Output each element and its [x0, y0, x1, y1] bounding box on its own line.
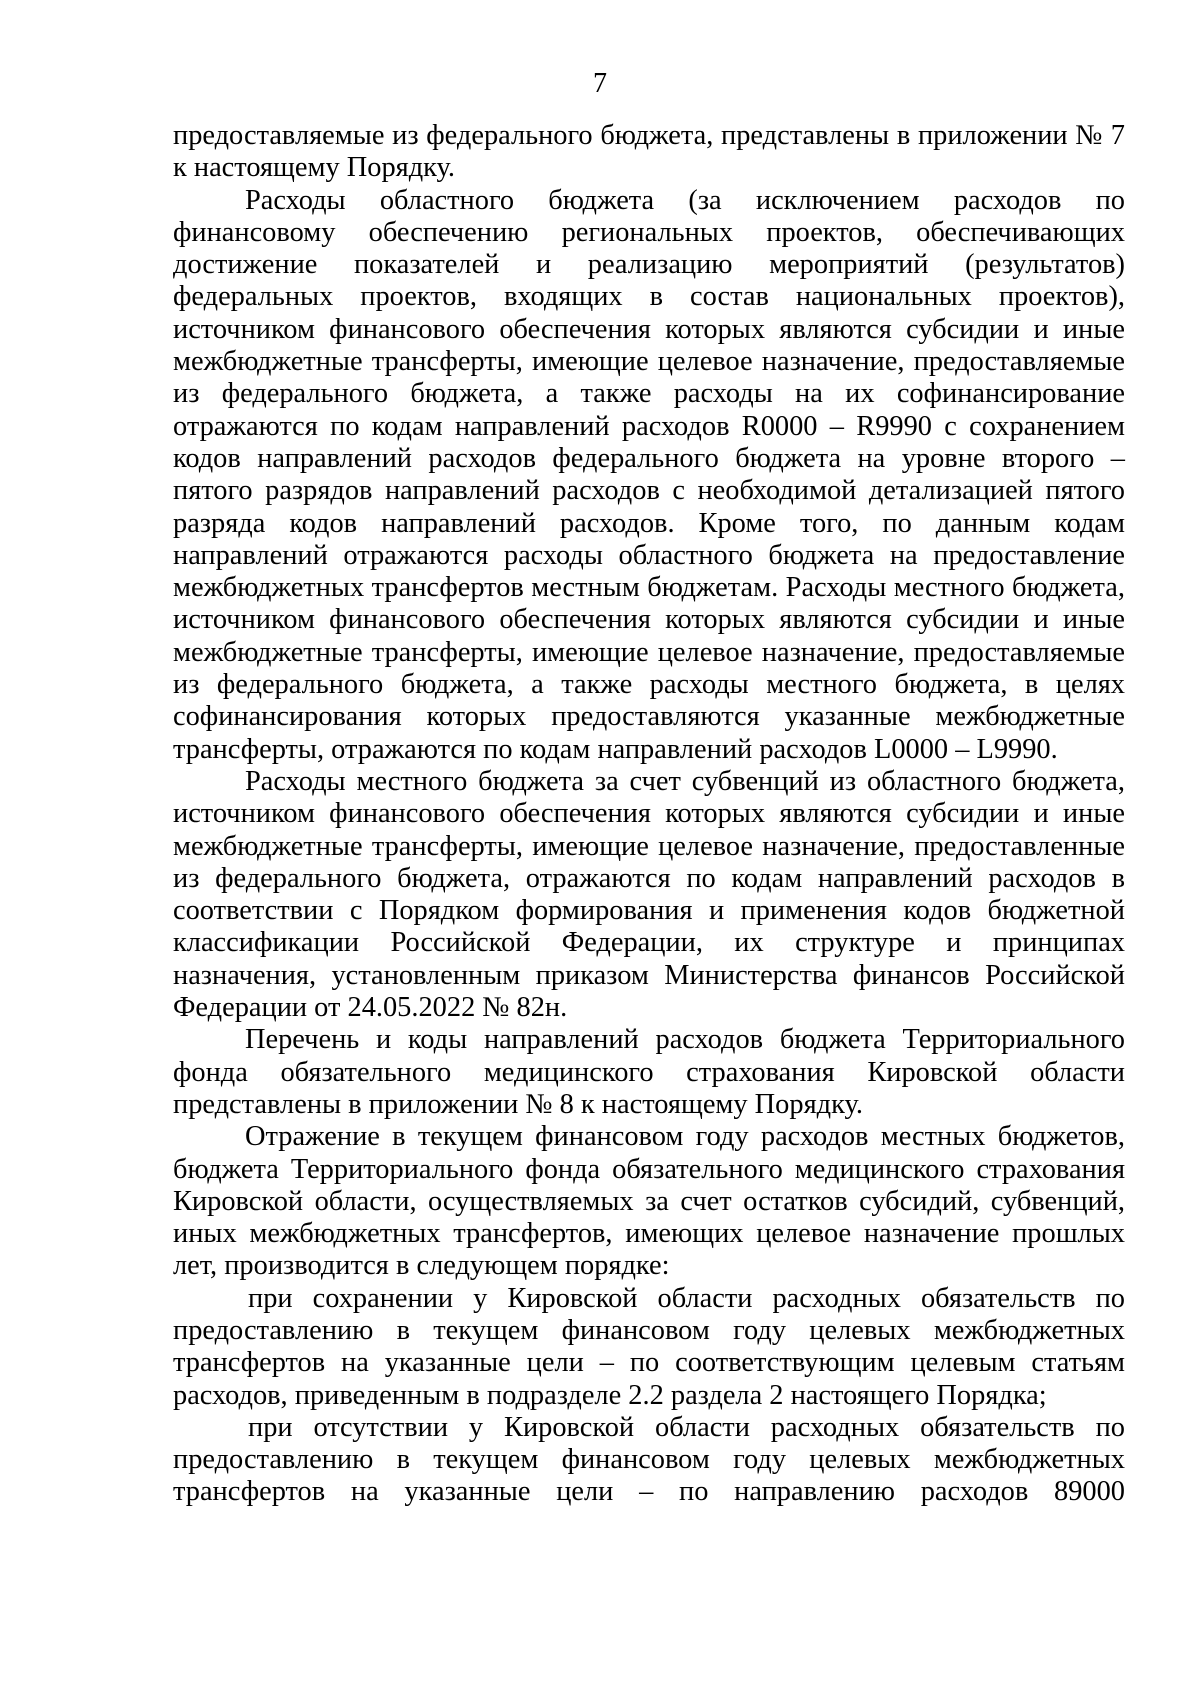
paragraph-continuation: предоставляемые из федерального бюджета, представлены в приложении № 7 к настоящему Порядку. — [173, 120, 1125, 184]
page-number: 7 — [593, 68, 607, 99]
document-body — [173, 120, 1125, 1509]
paragraph-regional-expenses: Расходы областного бюджета (за исключением расходов по финансовому обеспечению региональных проектов, обеспечивающих достижение показателей и реализацию мероприятий (результатов) федеральных проектов, входящих в состав национальных проектов), источником финансового обеспечения которых являются субсидии и иные межбюджетные трансферты, имеющие целевое назначение, предоставляемые из федерального бюджета, а также расходы на их софинансирование отражаются по кодам направлений расходов R0000 – R9990 с сохранением кодов направлений расходов федерального бюджета на уровне второго – пятого разрядов направлений расходов с необходимой детализацией пятого разряда кодов направлений расходов. Кроме того, по данным кодам направлений отражаются расходы областного бюджета на предоставление межбюджетных трансфертов местным бюджетам. Расходы местного бюджета, источником финансового обеспечения которых являются субсидии и иные межбюджетные трансферты, имеющие целевое назначение, предоставляемые из федерального бюджета, а также расходы местного бюджета, в целях софинансирования которых предоставляются указанные межбюджетные трансферты, отражаются по кодам направлений расходов L0000 – L9990. — [173, 184, 1125, 765]
paragraph-local-subventions: Расходы местного бюджета за счет субвенций из областного бюджета, источником финансового обеспечения которых являются субсидии и иные межбюджетные трансферты, имеющие целевое назначение, предоставленные из федерального бюджета, отражаются по кодам направлений расходов в соответствии с Порядком формирования и применения кодов бюджетной классификации Российской Федерации, их структуре и принципах назначения, установленным приказом Министерства финансов Российской Федерации от 24.05.2022 № 82н. — [173, 765, 1125, 1024]
paragraph-obligations-retained: при сохранении у Кировской области расходных обязательств по предоставлению в текущем финансовом году целевых межбюджетных трансфертов на указанные цели – по соответствующим целевым статьям расходов, приведенным в подразделе 2.2 раздела 2 настоящего Порядка; — [173, 1282, 1125, 1411]
paragraph-insurance-fund-list: Перечень и коды направлений расходов бюджета Территориального фонда обязательного медицинского страхования Кировской области представлены в приложении № 8 к настоящему Порядку. — [173, 1024, 1125, 1120]
paragraph-remaining-balances: Отражение в текущем финансовом году расходов местных бюджетов, бюджета Территориального фонда обязательного медицинского страхования Кировской области, осуществляемых за счет остатков субсидий, субвенций, иных межбюджетных трансфертов, имеющих целевое назначение прошлых лет, производится в следующем порядке: — [173, 1121, 1125, 1282]
paragraph-obligations-absent: при отсутствии у Кировской области расходных обязательств по предоставлению в текущем финансовом году целевых межбюджетных трансфертов на указанные цели – по направлению расходов 89000 — [173, 1411, 1125, 1508]
